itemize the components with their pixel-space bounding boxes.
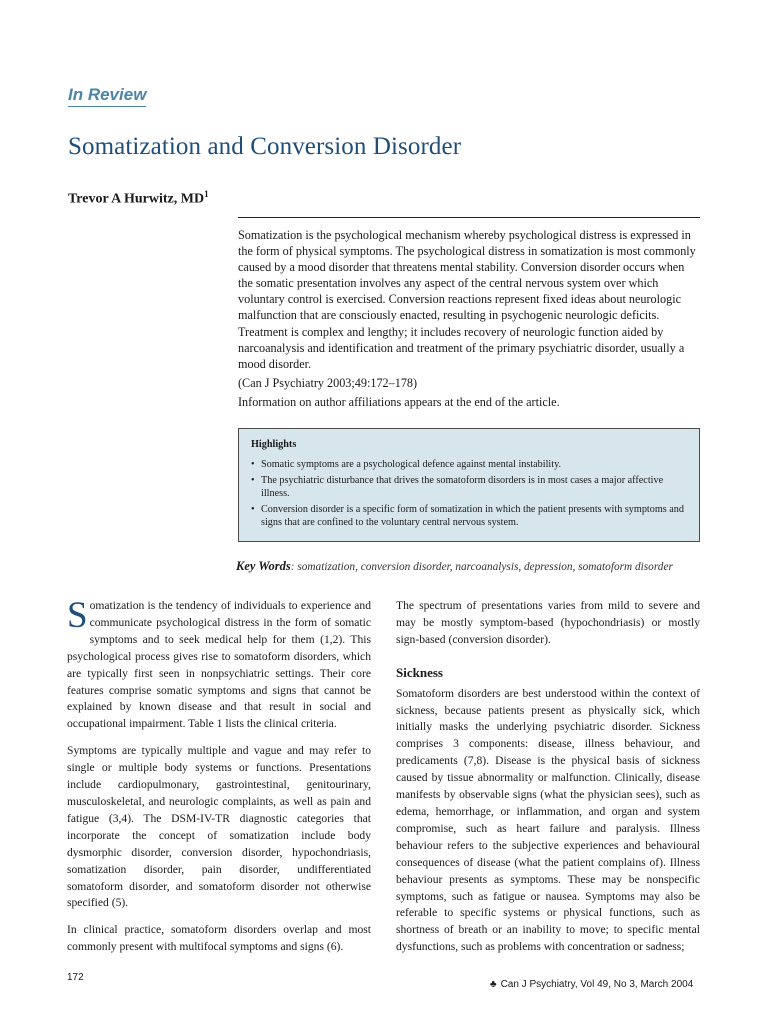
bullet-icon: •: [251, 458, 255, 470]
keywords-text: : somatization, conversion disorder, narcoanalysis, depression, somatoform disorder: [290, 561, 673, 573]
journal-citation-footer: [490, 979, 693, 990]
affiliation-note: Information on author affiliations appears at the end of the article.: [238, 394, 560, 409]
section-heading-sickness: Sickness: [396, 664, 443, 680]
body-paragraph: In clinical practice, somatoform disorders overlap and most commonly present with multifocal symptoms and signs (6).: [67, 923, 371, 954]
article-title: Somatization and Conversion Disorder: [68, 133, 462, 160]
highlights-title: Highlights: [251, 439, 297, 450]
highlight-item: [251, 475, 687, 500]
author-line: [68, 189, 209, 208]
body-paragraph: Somatoform disorders are best understood within the context of sickness, because patients present as physically sick, which initially masks the underlying psychiatric disorder. Sickness comprises 3 components: disease, illness behaviour, and predicaments (7,8). Disease is the physical basis of sickness caused by tissue abnormality or malfunction. Clinically, disease manifests by observable signs (what the physician sees), such as edema, hemorrhage, or inflammation, and organ and system compromise, such as heart failure and paralysis. Illness behaviour refers to the subjective experiences and behavioural consequences of disease (what the patient complains of). Illness behaviour presents as symptoms. These may be nonspecific symptoms, such as fatigue or nausea. Symptoms may also be referable to specific systems or physical functions, such as shortness of breath or an inability to move; to specific mental dysfunctions, such as problems with concentration or sadness;: [396, 686, 700, 954]
page-number: 172: [67, 972, 84, 983]
maple-leaf-icon: ♣: [490, 979, 497, 990]
author-name: Trevor A Hurwitz, MD: [68, 191, 205, 207]
keywords: [236, 559, 676, 574]
body-paragraph: Symptoms are typically multiple and vague and may refer to single or multiple body systems or functions. Presentations include cardiopulmonary, gastrointestinal, genitourinary, musculoskeletal, and neurologic complaints, as well as pain and fatigue (3,4). The DSM-IV-TR diagnostic categories that incorporate the concept of somatization include body dysmorphic disorder, conversion disorder, hypochondriasis, somatization disorder, pain disorder, undifferentiated somatoform disorder, and somatoform disorder not otherwise specified (5).: [67, 744, 371, 910]
highlight-item: [251, 459, 687, 472]
footer-citation-text: Can J Psychiatry, Vol 49, No 3, March 2004: [500, 979, 694, 990]
body-paragraph: The spectrum of presentations varies from mild to severe and may be mostly symptom-based (hypochondriasis) or mostly sign-based (conversion disorder).: [396, 599, 700, 646]
body-column-right: [396, 598, 700, 966]
bullet-icon: •: [251, 475, 255, 486]
highlight-text: Somatic symptoms are a psychological defence against mental instability.: [261, 458, 562, 470]
abstract-rule: [238, 217, 700, 218]
bullet-icon: •: [251, 504, 255, 515]
abstract: [238, 227, 700, 413]
keywords-label: Key Words: [236, 559, 291, 573]
highlight-text: Conversion disorder is a specific form of somatization in which the patient presents with symptoms and signs that are confined to the voluntary central nervous system.: [261, 504, 684, 528]
section-tag: In Review: [68, 85, 146, 107]
paragraph-text: omatization is the tendency of individuals to experience and communicate psychological distress in the form of somatic symptoms and to seek medical help for them (1,2). This psychological process gives rise to somatoform disorders, which are typically first seen in nonpsychiatric settings. Their core features comprise somatic symptoms and signs that cannot be explained by known disease and that result in social and occupational impairment. Table 1 lists the clinical criteria.: [67, 599, 371, 731]
highlights-box: [238, 428, 700, 542]
highlight-text: The psychiatric disturbance that drives the somatoform disorders is in most cases a major affective illness.: [261, 475, 664, 499]
abstract-citation: (Can J Psychiatry 2003;49:172–178): [238, 375, 418, 390]
drop-cap: S: [67, 595, 88, 636]
body-paragraph: [67, 595, 371, 733]
highlights-list: [251, 459, 687, 530]
author-affiliation-mark: 1: [204, 189, 209, 199]
highlight-item: [251, 504, 687, 529]
abstract-text: Somatization is the psychological mechanism whereby psychological distress is expressed in the form of physical symptoms. The psychological distress in somatization is most commonly caused by a mood disorder that threatens mental stability. Conversion disorder occurs when the somatic presentation involves any aspect of the central nervous system over which voluntary control is exercised. Conversion reactions represent fixed ideas about neurologic malfunction that are consciously enacted, resulting in psychogenic neurologic deficits. Treatment is complex and lengthy; it includes recovery of neurologic function aided by narcoanalysis and identification and treatment of the primary psychiatric disorder, usually a mood disorder.: [238, 228, 696, 371]
body-column-left: [67, 595, 371, 966]
